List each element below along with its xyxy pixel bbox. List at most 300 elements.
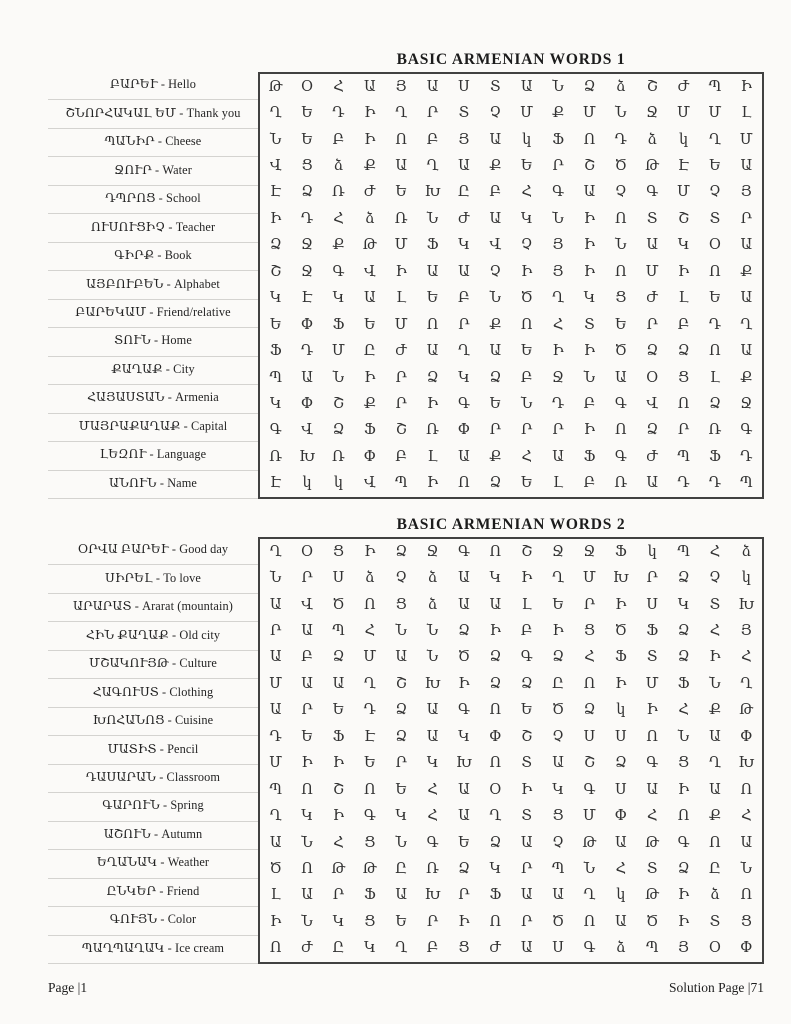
grid-cell: Ն xyxy=(301,834,313,851)
grid-cell: Ծ xyxy=(551,702,565,719)
grid-cell: Ի xyxy=(677,263,690,280)
grid-cell: Ս xyxy=(332,570,345,587)
grid-cell: Ա xyxy=(458,781,470,798)
page-footer xyxy=(48,980,764,996)
grid-cell: Ր xyxy=(521,860,533,877)
grid-cell: Մ xyxy=(645,675,659,692)
word-list-item: ՀԱԳՈՒՍՏ - Clothing xyxy=(48,679,258,707)
grid-cell: Ձ xyxy=(489,649,502,666)
grid-cell: Ո xyxy=(583,675,596,692)
grid-cell: Լ xyxy=(521,596,532,613)
grid-cell: Ք xyxy=(332,237,345,254)
grid-cell: Ձ xyxy=(426,369,439,386)
grid-cell: ձ xyxy=(365,210,375,227)
grid-cell: Ձ xyxy=(646,422,659,439)
grid-cell: Ծ xyxy=(520,290,533,307)
grid-cell: Գ xyxy=(646,755,659,772)
grid-cell: Տ xyxy=(646,860,658,877)
grid-cell: Ի xyxy=(583,343,596,360)
grid-cell: Վ xyxy=(363,263,376,280)
grid-cell: կ xyxy=(522,131,532,148)
grid-cell: Ռ xyxy=(332,184,345,201)
grid-cell: Փ xyxy=(300,316,314,333)
grid-cell: Ց xyxy=(395,596,407,613)
grid-cell: Դ xyxy=(332,105,345,122)
grid-cell: Ո xyxy=(740,781,753,798)
grid-cell: Ե xyxy=(709,158,721,175)
grid-cell: Ղ xyxy=(552,290,565,307)
grid-cell: Կ xyxy=(489,570,502,587)
grid-cell: Պ xyxy=(645,940,659,957)
word-list-item: ՊԱՂՊԱՂԱԿ - Ice cream xyxy=(48,936,258,964)
grid-cell: Յ xyxy=(740,184,752,201)
grid-cell: Գ xyxy=(457,543,470,560)
grid-cell: Ի xyxy=(615,596,627,613)
grid-cell: Գ xyxy=(583,781,596,798)
grid-cell: Փ xyxy=(740,940,753,957)
grid-cell: Ձ xyxy=(709,395,721,412)
grid-cell: Ն xyxy=(740,860,753,877)
grid-cell: Ր xyxy=(521,422,533,439)
word-list-item: ԱՆՈՒՆ - Name xyxy=(48,471,258,499)
grid-cell: Մ xyxy=(739,131,753,148)
grid-cell: Ո xyxy=(615,422,627,439)
grid-cell: Ա xyxy=(489,596,502,613)
grid-cell: ձ xyxy=(616,78,626,95)
grid-cell: Ժ xyxy=(363,184,376,201)
footer-solution-page: Solution Page |71 xyxy=(669,980,764,995)
grid-cell: Գ xyxy=(332,263,345,280)
word-list-item: ՀԱՅԱՍՏԱՆ - Armenia xyxy=(48,385,258,413)
grid-cell: Դ xyxy=(614,131,627,148)
grid-cell: Ա xyxy=(269,834,282,851)
grid-cell: Ր xyxy=(301,570,313,587)
grid-cell: Ծ xyxy=(457,649,471,666)
grid-cell: Ը xyxy=(363,343,376,360)
grid-cell: Պ xyxy=(332,623,345,640)
word-list-item: ԳԱՐՈՒՆ - Spring xyxy=(48,793,258,821)
grid-cell: Ր xyxy=(583,596,596,613)
grid-cell: Ս xyxy=(583,728,596,745)
grid-cell: Ա xyxy=(301,369,313,386)
grid-cell: Ի xyxy=(270,913,282,930)
grid-cell: Ը xyxy=(332,940,345,957)
grid-cell: Ի xyxy=(677,913,690,930)
grid-cell: Օ xyxy=(301,543,314,560)
grid-cell: Չ xyxy=(615,184,627,201)
grid-cell: Պ xyxy=(394,475,408,492)
grid-cell: Ե xyxy=(458,834,470,851)
grid-cell: Ն xyxy=(552,210,564,227)
grid-cell: Գ xyxy=(583,940,596,957)
grid-cell: Ա xyxy=(458,263,470,280)
grid-cell: Ղ xyxy=(395,105,408,122)
grid-cell: Ա xyxy=(552,887,564,904)
grid-cell: Ր xyxy=(552,158,564,175)
grid-cell: Ղ xyxy=(740,316,753,333)
grid-cell: Բ xyxy=(332,131,345,148)
grid-cell: Ն xyxy=(426,623,439,640)
grid-cell: Ռ xyxy=(708,422,722,439)
grid-cell: Հ xyxy=(646,808,658,825)
grid-cell: Թ xyxy=(268,78,283,95)
grid-cell: Լ xyxy=(678,290,689,307)
grid-cell: Ժ xyxy=(677,78,690,95)
grid-cell: Ձ xyxy=(458,860,470,877)
grid-cell: Ֆ xyxy=(677,675,690,692)
grid-cell: Ա xyxy=(458,596,470,613)
grid-cell: Ձ xyxy=(395,702,408,719)
grid-cell: Լ xyxy=(270,887,281,904)
grid-cell: Պ xyxy=(739,475,753,492)
grid-cell: Ձ xyxy=(583,702,596,719)
grid-cell: Չ xyxy=(709,570,721,587)
grid-cell: Ձ xyxy=(677,860,690,877)
grid-cell: Օ xyxy=(646,369,659,386)
grid-cell: Շ xyxy=(583,755,595,772)
grid-cell: Ա xyxy=(458,808,470,825)
grid-cell: Ի xyxy=(489,623,501,640)
grid-cell: Տ xyxy=(458,105,470,122)
grid-cell: Ո xyxy=(677,808,690,825)
grid-cell: Ս xyxy=(552,940,564,957)
grid-cell: Ե xyxy=(520,475,533,492)
grid-cell: Ը xyxy=(458,184,470,201)
grid-cell: Շ xyxy=(678,210,690,227)
grid-cell: Դ xyxy=(708,475,722,492)
grid-cell: Յ xyxy=(740,623,752,640)
grid-cell: Տ xyxy=(646,649,658,666)
word-list-item: ԲԱՐԵԿԱՄ - Friend/relative xyxy=(48,300,258,328)
grid-cell: Թ xyxy=(645,834,660,851)
grid-cell: Ն xyxy=(301,913,313,930)
grid-cell: Ա xyxy=(646,781,659,798)
grid-cell: Ի xyxy=(458,675,470,692)
grid-cell: Գ xyxy=(646,184,659,201)
grid-cell: Լ xyxy=(427,448,438,465)
grid-cell: Գ xyxy=(552,184,565,201)
grid-cell: Շ xyxy=(395,422,407,439)
grid-cell: Բ xyxy=(426,131,439,148)
grid-cell: Ր xyxy=(395,369,407,386)
grid-cell: Կ xyxy=(332,913,345,930)
grid-cell: Շ xyxy=(583,158,595,175)
grid-cell: Պ xyxy=(551,860,565,877)
grid-cell: Կ xyxy=(301,808,313,825)
word-list-item: ՍԻՐԵԼ - To love xyxy=(48,565,258,593)
grid-cell: Ո xyxy=(489,543,502,560)
grid-cell: Ի xyxy=(615,675,627,692)
grid-cell: Ք xyxy=(363,158,376,175)
grid-cell: Հ xyxy=(364,623,376,640)
grid-cell: Դ xyxy=(708,316,722,333)
grid-cell: Ժ xyxy=(301,940,313,957)
grid-cell: Ե xyxy=(395,913,408,930)
grid-cell: Հ xyxy=(427,781,438,798)
grid-cell: Տ xyxy=(709,596,721,613)
grid-cell: Դ xyxy=(363,702,376,719)
grid-cell: Դ xyxy=(300,343,314,360)
grid-cell: Ղ xyxy=(708,755,721,772)
grid-cell: Ց xyxy=(301,158,313,175)
grid-cell: Կ xyxy=(458,728,470,745)
grid-cell: Տ xyxy=(521,808,532,825)
grid-cell: Խ xyxy=(299,448,316,465)
grid-cell: Ղ xyxy=(708,131,721,148)
grid-cell: Ի xyxy=(332,755,345,772)
grid-cell: Ձ xyxy=(489,834,502,851)
grid-cell: Ա xyxy=(583,184,596,201)
grid-cell: Ձ xyxy=(489,475,502,492)
grid-cell: Ց xyxy=(364,913,376,930)
grid-cell: Ղ xyxy=(489,808,502,825)
grid-cell: Ո xyxy=(301,860,313,877)
word-list-item: ՏՈՒՆ - Home xyxy=(48,328,258,356)
grid-cell: Հ xyxy=(521,184,532,201)
grid-cell: Ձ xyxy=(489,675,502,692)
grid-cell: Ա xyxy=(614,834,627,851)
grid-cell: Ի xyxy=(583,263,596,280)
grid-cell: Ն xyxy=(395,623,407,640)
word-list-item: ՊԱՆԻՐ - Cheese xyxy=(48,129,258,157)
word-list-item: ՄԱՅՐԱՔԱՂԱՔ - Capital xyxy=(48,414,258,442)
grid-cell: ձ xyxy=(710,887,720,904)
grid-cell: ձ xyxy=(333,158,343,175)
grid-cell: Դ xyxy=(269,728,282,745)
grid-cell: Տ xyxy=(646,210,658,227)
grid-cell: Ֆ xyxy=(332,728,345,745)
grid-cell: Ա xyxy=(426,728,439,745)
grid-cell: Թ xyxy=(645,887,660,904)
grid-cell: Շ xyxy=(270,263,282,280)
grid-cell: Ն xyxy=(332,369,345,386)
grid-cell: Գ xyxy=(363,808,376,825)
grid-cell: Հ xyxy=(333,78,344,95)
grid-cell: Խ xyxy=(612,570,629,587)
grid-cell: Մ xyxy=(394,237,408,254)
grid-cell: Ա xyxy=(740,237,753,254)
grid-cell: Կ xyxy=(426,755,439,772)
grid-cell: Ղ xyxy=(740,675,753,692)
grid-cell: կ xyxy=(741,570,751,587)
grid-cell: Ի xyxy=(458,913,470,930)
grid-cell: Ա xyxy=(395,158,408,175)
grid-cell: Ղ xyxy=(395,940,408,957)
grid-cell: Տ xyxy=(709,913,721,930)
grid-cell: Մ xyxy=(582,570,596,587)
grid-cell: Ր xyxy=(458,316,470,333)
grid-cell: Բ xyxy=(520,623,533,640)
grid-cell: Ա xyxy=(363,78,376,95)
grid-cell: Ա xyxy=(552,755,564,772)
grid-cell: Ի xyxy=(740,78,752,95)
grid-cell: Ի xyxy=(270,210,282,227)
grid-cell: Չ xyxy=(552,728,564,745)
grid-cell: Շ xyxy=(332,395,344,412)
grid-cell: Ե xyxy=(709,290,721,307)
word-list-item: ԼԵԶՈՒ - Language xyxy=(48,442,258,470)
grid-cell: Ջ xyxy=(583,543,596,560)
grid-cell: Ն xyxy=(583,860,596,877)
puzzle-title: BASIC ARMENIAN WORDS 2 xyxy=(396,516,626,533)
grid-cell: կ xyxy=(616,702,626,719)
grid-cell: Ի xyxy=(521,263,533,280)
grid-cell: Բ xyxy=(301,649,313,666)
grid-cell: Փ xyxy=(740,728,753,745)
grid-cell: Գ xyxy=(520,649,533,666)
grid-cell: Ձ xyxy=(301,184,313,201)
grid-cell: Ա xyxy=(395,649,408,666)
grid-cell: Ց xyxy=(615,290,627,307)
grid-cell: Ի xyxy=(677,887,690,904)
grid-cell: Դ xyxy=(300,210,314,227)
grid-cell: Թ xyxy=(362,237,377,254)
grid-cell: Կ xyxy=(677,596,690,613)
grid-cell: Ո xyxy=(301,781,313,798)
grid-cell: Ե xyxy=(395,184,408,201)
grid-cell: Ր xyxy=(426,105,439,122)
grid-cell: Է xyxy=(270,475,282,492)
word-list-item: ԳՈՒՅՆ - Color xyxy=(48,907,258,935)
puzzle-1 xyxy=(48,46,764,499)
grid-cell: կ xyxy=(616,887,626,904)
grid-column xyxy=(258,46,764,499)
grid-cell: Ջ xyxy=(552,543,565,560)
word-list-item: ԴԱՍԱՐԱՆ - Classroom xyxy=(48,765,258,793)
word-list-item: ԱՅԲՈՒԲԵՆ - Alphabet xyxy=(48,271,258,299)
grid-cell: Յ xyxy=(458,131,470,148)
grid-cell: Շ xyxy=(521,728,533,745)
grid-cell: Ա xyxy=(709,781,721,798)
grid-cell: Ձ xyxy=(677,623,690,640)
grid-cell: Ն xyxy=(552,78,564,95)
grid-cell: Ց xyxy=(364,834,376,851)
grid-cell: Մ xyxy=(677,105,691,122)
grid-cell: Ջ xyxy=(301,263,314,280)
grid-cell: Բ xyxy=(458,290,470,307)
grid-cell: Պ xyxy=(269,781,283,798)
word-list-item: ԽՈՀԱՆՈՑ - Cuisine xyxy=(48,708,258,736)
grid-cell: Ի xyxy=(552,343,564,360)
word-list-column xyxy=(48,46,258,499)
grid-cell: Ք xyxy=(740,263,753,280)
grid-cell: Ֆ xyxy=(646,623,659,640)
grid-cell: Կ xyxy=(552,781,564,798)
grid-cell: Ձ xyxy=(552,649,564,666)
grid-cell: Ա xyxy=(520,887,533,904)
grid-cell: Կ xyxy=(458,369,470,386)
grid-cell: Ո xyxy=(740,887,753,904)
puzzle-title: BASIC ARMENIAN WORDS 1 xyxy=(396,51,626,68)
grid-cell: Ձ xyxy=(269,237,282,254)
grid-cell: Ա xyxy=(269,649,282,666)
grid-cell: Ի xyxy=(332,808,345,825)
grid-cell: Կ xyxy=(489,860,502,877)
grid-cell: Ն xyxy=(583,369,596,386)
grid-cell: Ր xyxy=(301,702,313,719)
grid-cell: Ժ xyxy=(646,290,659,307)
grid-cell: Ա xyxy=(458,448,470,465)
grid-cell: Ա xyxy=(740,158,753,175)
grid-cell: Ո xyxy=(709,834,721,851)
grid-cell: Օ xyxy=(301,78,314,95)
grid-cell: Ր xyxy=(489,422,501,439)
grid-cell: Ա xyxy=(614,369,627,386)
grid-cell: Բ xyxy=(426,940,439,957)
grid-cell: Կ xyxy=(269,395,282,412)
grid-cell: Ո xyxy=(583,131,596,148)
grid-cell: Ա xyxy=(269,702,282,719)
word-list xyxy=(48,72,258,499)
word-list-item: ՔԱՂԱՔ - City xyxy=(48,357,258,385)
grid-cell: Ժ xyxy=(458,210,470,227)
grid-cell: Հ xyxy=(741,649,752,666)
grid-cell: կ xyxy=(647,543,657,560)
grid-cell: Ն xyxy=(677,728,690,745)
grid-cell: Ձ xyxy=(520,675,533,692)
word-list-item: ԴՊՐՈՑ - School xyxy=(48,186,258,214)
grid-cell: Ա xyxy=(301,623,313,640)
grid-cell: Ա xyxy=(426,343,439,360)
grid-cell: Ձ xyxy=(458,623,470,640)
grid-cell: Հ xyxy=(584,649,595,666)
grid-cell: Ե xyxy=(489,395,502,412)
grid-cell: Ի xyxy=(583,422,596,439)
grid-cell: Ծ xyxy=(614,158,627,175)
grid-cell: Ա xyxy=(458,570,470,587)
grid-cell: Ռ xyxy=(614,475,628,492)
grid-cell: Ձ xyxy=(677,570,690,587)
grid-cell: Ո xyxy=(489,755,502,772)
grid-cell: ձ xyxy=(427,570,438,587)
grid-column xyxy=(258,511,764,964)
grid-cell: Վ xyxy=(363,475,376,492)
grid-cell: Ր xyxy=(646,316,658,333)
grid-cell: Ե xyxy=(552,596,564,613)
grid-cell: Տ xyxy=(584,316,595,333)
grid-cell: ձ xyxy=(741,543,751,560)
grid-cell: Ֆ xyxy=(552,131,565,148)
grid-cell: Ժ xyxy=(395,343,408,360)
word-list-item: ՄԱՏԻՏ - Pencil xyxy=(48,736,258,764)
grid-cell: Լ xyxy=(553,475,564,492)
grid-cell: Ի xyxy=(709,649,721,666)
grid-cell: Հ xyxy=(741,808,752,825)
grid-cell: Գ xyxy=(457,702,470,719)
grid-cell: Ր xyxy=(646,570,658,587)
grid-cell: Դ xyxy=(551,395,565,412)
grid-cell: Տ xyxy=(490,78,501,95)
grid-cell: Ա xyxy=(426,263,439,280)
grid-cell: Չ xyxy=(520,237,533,254)
grid-cell: Ֆ xyxy=(332,316,345,333)
grid-cell: Ս xyxy=(646,596,658,613)
grid-cell: Բ xyxy=(489,184,502,201)
grid-cell: Կ xyxy=(269,290,282,307)
grid-cell: Բ xyxy=(395,448,408,465)
grid-cell: Ա xyxy=(489,210,502,227)
grid-cell: Ջ xyxy=(646,105,659,122)
grid-cell: Հ xyxy=(427,808,438,825)
grid-cell: Ի xyxy=(677,781,690,798)
grid-cell: կ xyxy=(679,131,689,148)
grid-cell: Ձ xyxy=(646,343,659,360)
grid-cell: Ն xyxy=(520,395,533,412)
grid-cell: Ծ xyxy=(269,860,282,877)
grid-cell: Ո xyxy=(489,913,502,930)
grid-cell: Ո xyxy=(489,702,502,719)
grid-cell: Լ xyxy=(709,369,720,386)
